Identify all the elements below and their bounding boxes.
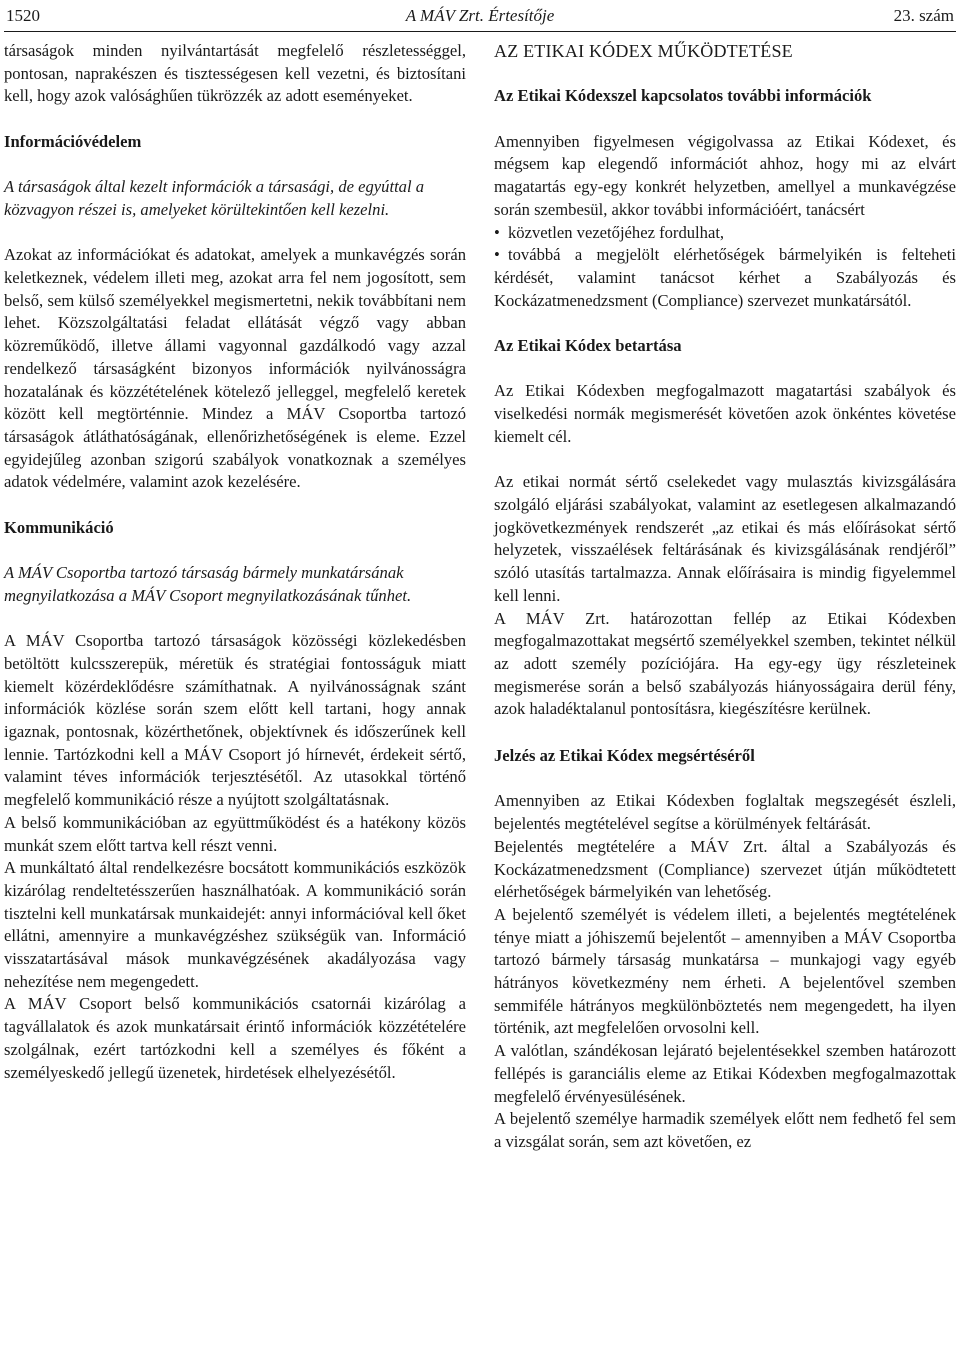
page-header bbox=[6, 2, 954, 30]
page-number: 1520 bbox=[6, 6, 40, 25]
section-heading-tovabbi-informaciok: Az Etikai Kódexszel kapcsolatos további információk bbox=[494, 86, 872, 106]
paragraph: Bejelentés megtételére a MÁV Zrt. által a Szabályozás és Kockázatmenedzsment (Compliance) szervezet útján működtetett elérhetőségek bármelyikén van lehetőség. bbox=[494, 836, 956, 902]
section-intro-informaciovedelem: A társaságok által kezelt információk a társasági, de egyúttal a közvagyon részei is, amelyeket körültekintően kell kezelni. bbox=[4, 177, 425, 219]
publication-title: A MÁV Zrt. Értesítője bbox=[405, 6, 555, 25]
paragraph: Az etikai normát sértő cselekedet vagy mulasztás kivizsgálására szolgáló eljárási szabályokat, valamint az esetlegesen alkalmazandó jogkövetkezmények rendszerét „az etikai és más előírásokat sértő helyzetek, visszaélések feltárásának és kivizsgálásának rendjéről” szóló utasítás tartalmazza. Annak előírásaira is mindig figyelemmel kell lenni. bbox=[494, 472, 956, 605]
paragraph: A munkáltató által rendelkezésre bocsátott kommunikációs eszközök kizárólag rendeltetésszerűen használhatóak. A kommunikáció során tisztelni kell munkatársak munkaidejét: annyi információval kell őket ellátni, amennyire a munkavégzéshez szükségük van. Információ visszatartásával mások munkavégzésének akadályozása vagy nehezítése nem megengedett. bbox=[4, 858, 466, 991]
section-heading-kommunikacio: Kommunikáció bbox=[4, 517, 114, 537]
bullet-icon: • bbox=[494, 222, 500, 242]
paragraph: Amennyiben az Etikai Kódexben foglaltak megszegését észleli, bejelentés megtételével segítse a körülmények feltárását. bbox=[494, 791, 956, 834]
section-heading-betartas: Az Etikai Kódex betartása bbox=[494, 336, 682, 356]
bullet-icon: • bbox=[494, 245, 500, 265]
header-rule bbox=[4, 31, 956, 32]
paragraph: A valótlan, szándékosan lejárató bejelentésekkel szemben határozott fellépés is garanciális eleme az Etikai Kódexben megfogalmazottak megfelelő érvényesülésének. bbox=[494, 1041, 956, 1106]
right-column bbox=[494, 40, 956, 1154]
paragraph: A belső kommunikációban az együttműködést és a hatékony közös munkát szem előtt tartva kell részt venni. bbox=[4, 812, 466, 855]
paragraph: A MÁV Csoport belső kommunikációs csatornái kizárólag a tagvállalatok és azok munkatársait érintő információk közzétételére szolgálnak, ezért tartózkodni kell a személyes és főként a személyeskedő jellegű üzenetek, hirdetések elhelyezésétől. bbox=[4, 994, 466, 1082]
left-column bbox=[4, 40, 466, 1084]
bullet-list bbox=[494, 222, 956, 313]
chapter-heading: AZ ETIKAI KÓDEX MŰKÖDTETÉSE bbox=[494, 41, 793, 61]
section-heading-informaciovedelem: Információvédelem bbox=[4, 131, 142, 151]
section-intro-kommunikacio: A MÁV Csoportba tartozó társaság bármely munkatársának megnyilatkozása a MÁV Csoport megnyilatkozásának tűnhet. bbox=[4, 563, 412, 605]
paragraph: A bejelentő személye harmadik személyek előtt nem fedhető fel sem a vizsgálat során, sem azt követően, ez bbox=[494, 1109, 956, 1151]
paragraph: Az Etikai Kódexben megfogalmazott magatartási szabályok és viselkedési normák megismerését követően azok önkéntes követése kiemelt cél. bbox=[494, 381, 956, 446]
paragraph: A MÁV Csoportba tartozó társaságok közösségi közlekedésben betöltött kulcsszerepük, méretük és stratégiai fontosságuk miatt kiemelt közérdeklődésre számíthatnak. A nyilvánosságnak szánt információk közlése során szem előtt kell tartani, hogy annak igaznak, pontosnak, közérthetőnek, objektívnek és időszerűnek kell lennie. Tartózkodni kell a MÁV Csoport jó hírnevét, érdekeit sértő, valamint téves információk terjesztésétől. Az utasokkal történő megfelelő kommunikáció része a nyújtott szolgáltatásnak. bbox=[4, 631, 466, 810]
paragraph: Azokat az információkat és adatokat, amelyek a munkavégzés során keletkeznek, védelem illeti meg, azokat arra fel nem jogosított, sem belső, sem külső személyekkel megismertetni, nekik továbbítani nem lehet. Közszolgáltatási feladat ellátását végző vagy abban közreműködő, illetve állami vagyonnal gazdálkodó vagy azzal rendelkező társaságként bizonyos információk nyilvánosságra hozatalának és közzétételének kötelező jelleggel, megfelelő keretek között kell megtörténnie. Mindez a MÁV Csoportba tartozó társaságok átláthatóságának, ellenőrizhetőségének is eleme. Ezzel egyidejűleg azonban szigorú szabályok vonatkoznak a személyes adatok védelmére, valamint azok kezelésére. bbox=[4, 245, 466, 492]
paragraph: Amennyiben figyelmesen végigolvassa az Etikai Kódexet, és mégsem kap elegendő információt ahhoz, hogy mi az elvárt magatartás egy-egy konkrét helyzetben, amellyel a munkavégzése során szembesül, akkor további információért, tanácsért bbox=[494, 131, 956, 219]
list-item: • továbbá a megjelölt elérhetőségek bármelyikén is felteheti kérdését, valamint tanácsot kérhet a Szabályozás és Kockázatmenedzsment (Compliance) szervezet munkatársától. bbox=[494, 245, 956, 310]
paragraph: A bejelentő személyét is védelem illeti, a bejelentés megtételének ténye miatt a jóhiszemű bejelentőt – amennyiben a MÁV Csoportba tartozó bármely társaság munkatársa – munkajogi vagy egyéb hátrányos következmény nem érheti. A bejelentővel szemben semmiféle hátrányos megkülönböztetés nem megengedett, ha ilyen történik, azt megfelelően orvosolni kell. bbox=[494, 904, 956, 1038]
paragraph-continuation: társaságok minden nyilvántartását megfelelő részletességgel, pontosan, naprakészen és tisztességesen kell vezetni, és biztosítani kell, hogy azok valósághűen tükrözzék az adott eseményeket. bbox=[4, 41, 466, 106]
section-heading-jelzes: Jelzés az Etikai Kódex megsértéséről bbox=[494, 746, 755, 766]
list-item: • közvetlen vezetőjéhez fordulhat, bbox=[494, 222, 956, 245]
paragraph: A MÁV Zrt. határozottan fellép az Etikai Kódexben megfogalmazottakat megsértő személyekkel szemben, tekintet nélkül az adott személy pozíciójára. Ha egy-egy ügy részleteinek megismerése során a belső szabályozás hiányosságaira derül fény, azok haladéktalanul pontosításra, kiegészítésre kerülnek. bbox=[494, 608, 956, 719]
issue-number: 23. szám bbox=[893, 6, 954, 25]
